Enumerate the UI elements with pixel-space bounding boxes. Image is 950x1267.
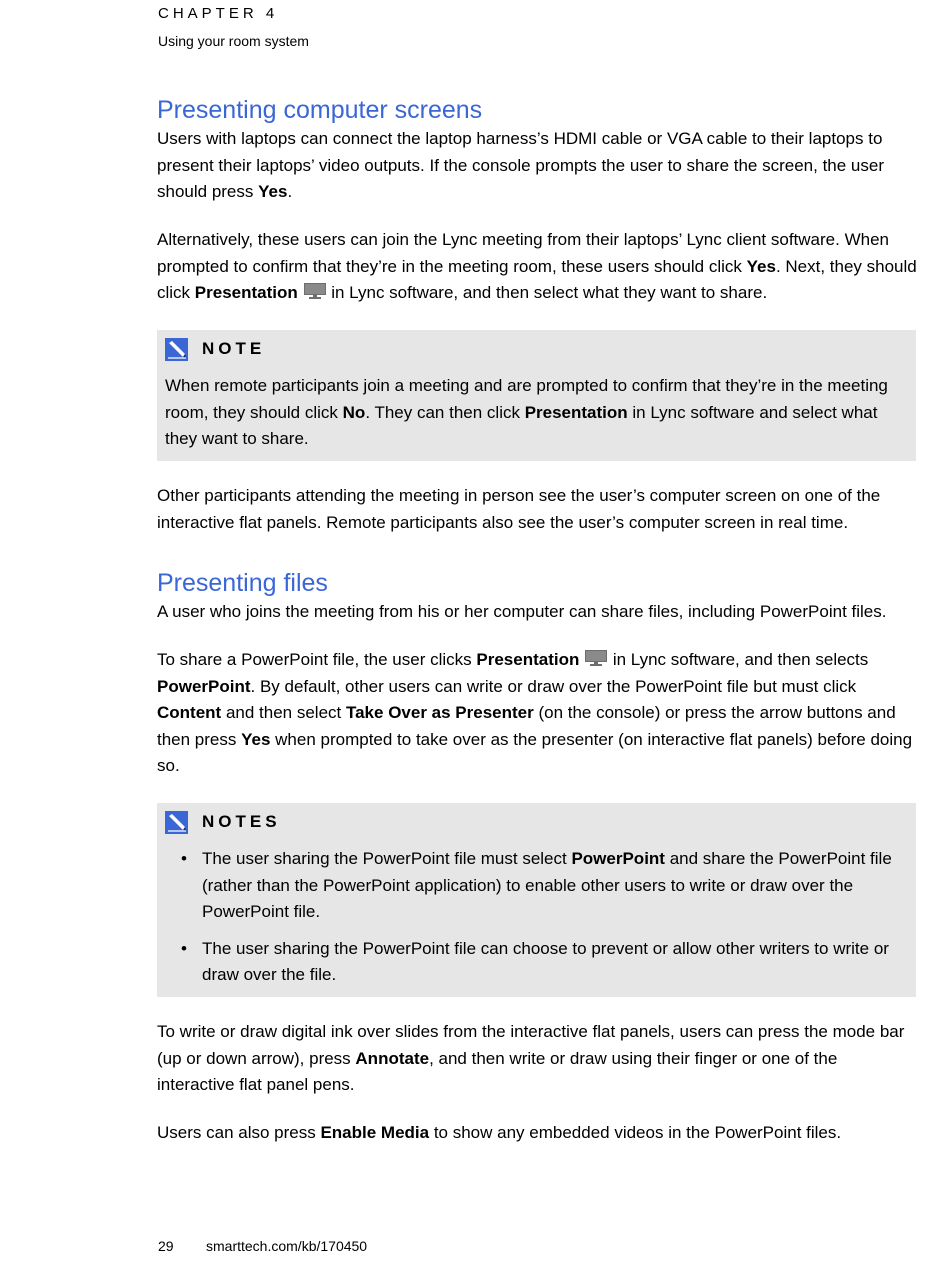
chapter-subtitle: Using your room system — [158, 33, 309, 49]
notes-list — [165, 846, 905, 999]
list-item: • The user sharing the PowerPoint file must select PowerPoint and share the PowerPoint file (rather than the PowerPoint application) to enable other users to write or draw over the PowerPoint file. — [165, 846, 905, 926]
note-title: NOTE — [202, 339, 266, 358]
notes-box — [157, 803, 916, 997]
page-number: 29 — [158, 1238, 174, 1254]
notes-title: NOTES — [202, 812, 281, 831]
paragraph: To share a PowerPoint file, the user clicks Presentation in Lync software, and then selects PowerPoint. By default, other users can write or draw over the PowerPoint file but must click Content and then select Take Over as Presenter (on the console) or press the arrow buttons and then press Yes when prompted to take over as the presenter (on interactive flat panels) before doing so. — [157, 650, 913, 775]
footer-url-link[interactable]: smarttech.com/kb/170450 — [206, 1238, 368, 1254]
chapter-label: CHAPTER 4 — [158, 5, 279, 22]
notes-header — [165, 810, 281, 834]
pencil-note-icon — [165, 811, 188, 834]
note-box — [157, 330, 916, 461]
paragraph: To write or draw digital ink over slides from the interactive flat panels, users can press the mode bar (up or down arrow), press Annotate, and then write or draw using their finger or one of the interactive flat panel pens. — [157, 1022, 905, 1094]
paragraph: Users can also press Enable Media to show any embedded videos in the PowerPoint files. — [157, 1123, 842, 1142]
paragraph: Other participants attending the meeting in person see the user’s computer screen on one of the interactive flat panels. Remote participants also see the user’s computer screen in real time. — [157, 486, 881, 532]
paragraph: Alternatively, these users can join the Lync meeting from their laptops’ Lync client software. When prompted to confirm that they’re in the meeting room, these users should click Yes. Next, they should click Presentation in Lync software, and then select what they want to share. — [157, 230, 917, 302]
presentation-monitor-icon — [304, 281, 326, 297]
note-text: When remote participants join a meeting and are prompted to confirm that they’re in the meeting room, they should click No. They can then click Presentation in Lync software and select what they want to share. — [165, 376, 888, 448]
section-heading-presenting-computer-screens: Presenting computer screens — [157, 96, 483, 124]
paragraph: Users with laptops can connect the laptop harness’s HDMI cable or VGA cable to their laptops to present their laptops’ video outputs. If the console prompts the user to share the screen, the user should press Yes. — [157, 129, 885, 201]
paragraph: A user who joins the meeting from his or her computer can share files, including PowerPoint files. — [157, 602, 887, 621]
presentation-monitor-icon — [585, 648, 607, 664]
pencil-note-icon — [165, 338, 188, 361]
list-item: • The user sharing the PowerPoint file can choose to prevent or allow other writers to write or draw over the file. — [165, 936, 905, 989]
section-heading-presenting-files: Presenting files — [157, 569, 328, 597]
bullet: • — [181, 849, 187, 868]
bullet: • — [181, 938, 187, 958]
note-header — [165, 337, 265, 361]
